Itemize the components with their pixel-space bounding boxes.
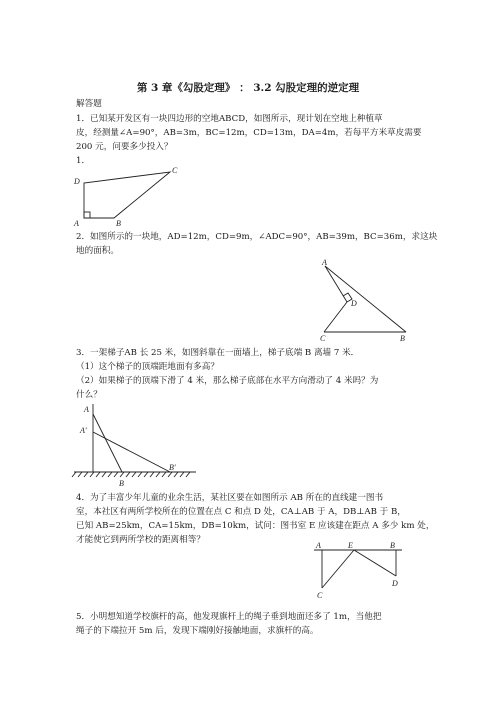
quadrilateral-abcd bbox=[84, 172, 170, 218]
problem-4-line-4: 才能使它到两所学校的距离相等？ bbox=[76, 535, 205, 545]
problem-5-line-1: 5．小明想知道学校旗杆的高，他发现旗杆上的绳子垂到地面还多了 1m，当他把 bbox=[76, 612, 382, 622]
ground-hatching bbox=[72, 472, 190, 477]
figure-1-number: 1． bbox=[76, 156, 91, 166]
label-e: E bbox=[348, 541, 353, 550]
problem-3-line-2: （1）这个梯子的顶端距地面有多高？ bbox=[76, 362, 219, 372]
problem-1-line-1: 1．已知某开发区有一块四边形的空地ABCD，如图所示，现计划在空地上种植草 bbox=[76, 114, 383, 124]
figure-2-triangles bbox=[310, 256, 410, 342]
figure-3-ladder bbox=[72, 400, 202, 488]
label-d: D bbox=[74, 177, 80, 186]
page-title: 第 3 章《勾股定理》 ： 3.2 勾股定理的逆定理 bbox=[136, 82, 360, 94]
right-angle-mark-a bbox=[84, 212, 90, 218]
problem-2-line-1: 2．如图所示的一块地，AD=12m，CD=9m，∠ADC=90°，AB=39m，BC=36m，求这块 bbox=[76, 232, 438, 242]
label-a-prime: A′ bbox=[80, 426, 87, 435]
problem-4-line-1: 4．为了丰富少年儿童的业余生活，某社区要在如图所示 AB 所在的直线建一图书 bbox=[76, 493, 384, 503]
problem-3-line-1: 3．一架梯子AB 长 25 米，如图斜靠在一面墙上，梯子底端 B 离墙 7 米． bbox=[76, 348, 360, 358]
ladder-original bbox=[93, 414, 122, 472]
segment-ad bbox=[325, 266, 347, 302]
label-c: C bbox=[172, 166, 178, 175]
label-a: A bbox=[74, 219, 79, 228]
label-d: D bbox=[392, 579, 398, 588]
problem-4-line-3: 已知 AB=25km，CA=15km，DB=10km，试问：图书室 E 应该建在距点 A 多少 km 处， bbox=[76, 521, 435, 531]
label-b: B bbox=[400, 334, 405, 343]
problem-3-line-4: 什么？ bbox=[76, 390, 102, 400]
label-a: A bbox=[84, 405, 89, 414]
label-b-prime: B′ bbox=[169, 463, 176, 472]
label-b: B bbox=[119, 479, 124, 488]
label-a: A bbox=[322, 258, 327, 267]
problem-5-line-2: 绳子的下端拉开 5m 后，发现下端刚好接触地面，求旗杆的高。 bbox=[76, 626, 319, 636]
label-a: A bbox=[316, 541, 321, 550]
problem-2-line-2: 地的面积。 bbox=[76, 246, 119, 256]
segment-dc bbox=[324, 302, 347, 332]
label-b: B bbox=[116, 219, 121, 228]
problem-3-line-3: （2）如果梯子的顶端下滑了 4 米，那么梯子底部在水平方向滑动了 4 米吗？为 bbox=[76, 376, 379, 386]
problem-1-line-3: 200 元，问要多少投入？ bbox=[76, 142, 173, 152]
segment-ab bbox=[325, 266, 406, 332]
segment-ec bbox=[322, 550, 354, 588]
problem-1-line-2: 皮，经测量∠A=90°，AB=3m，BC=12m，CD=13m，DA=4m，若每平方米草皮需要 bbox=[76, 128, 422, 138]
problem-4-line-2: 室，本社区有两所学校所在的位置在点 C 和点 D 处，CA⊥AB 于 A，DB⊥AB 于 B， bbox=[76, 507, 406, 517]
segment-ed bbox=[354, 550, 396, 576]
section-heading: 解答题 bbox=[76, 99, 102, 109]
label-c: C bbox=[317, 591, 323, 600]
label-c: C bbox=[320, 334, 326, 343]
figure-4-library bbox=[300, 538, 420, 600]
label-d: D bbox=[351, 299, 357, 308]
figure-1-quadrilateral bbox=[70, 160, 190, 228]
ladder-slid bbox=[93, 432, 170, 472]
label-b: B bbox=[390, 541, 395, 550]
